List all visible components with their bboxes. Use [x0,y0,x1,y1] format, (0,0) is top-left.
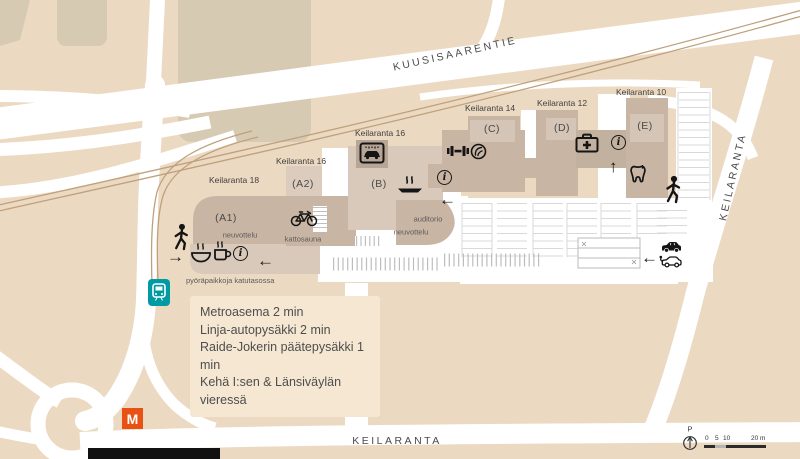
compass-north-label: P [687,424,693,434]
building-label-keilaranta-18: Keilaranta 18 [208,175,260,185]
lunch-icon [396,175,424,199]
info-line-jokeri: Raide-Jokerin päätepysäkki 1 min [200,340,364,372]
info-line-bus: Linja-autopysäkki 2 min [200,322,331,337]
transit-info-box [190,296,380,417]
building-label-keilaranta-16-a2: Keilaranta 16 [275,156,327,166]
info-icon-b: i [437,170,452,185]
info-icon-de: i [611,135,626,150]
metro-tunnel [88,448,220,459]
ev-charging-icon [659,253,685,274]
road-label-keilaranta-side: KEILARANTA [717,132,749,222]
arrow-left-icon-a1: ← [257,251,274,270]
arrow-left-icon-b: ← [439,190,456,209]
scale-tick-5: 5 [715,435,719,442]
label-neuvottelu-b: neuvottelu [393,227,429,237]
parking-ramp [578,238,640,268]
section-label-b: (B) [371,178,387,190]
building-label-keilaranta-14: Keilaranta 14 [464,103,516,113]
arrow-up-icon: ↑ [609,157,618,176]
section-label-a2: (A2) [292,178,314,190]
scale-tick-10: 10 [723,435,731,442]
info-icon-a1: i [233,246,248,261]
info-line-metro: Metroasema 2 min [200,305,304,319]
bicycle-icon [290,209,318,232]
section-label-d: (D) [553,122,571,134]
section-label-e: (E) [637,120,653,132]
compass-icon [682,435,698,456]
metro-station-icon [148,279,170,306]
building-label-keilaranta-16-b: Keilaranta 16 [354,128,406,138]
scale-bar-segments [704,445,766,448]
info-line-keha: Kehä I:sen & Länsiväylän vieressä [200,375,342,407]
scale-tick-20: 20 m [751,435,766,442]
dentist-icon [629,164,647,189]
pedestrian-icon-east [663,175,683,210]
building-label-keilaranta-10: Keilaranta 10 [615,87,667,97]
cafe-icon [212,241,232,267]
label-auditorio: auditorio [413,214,443,224]
first-aid-icon [575,133,599,158]
restaurant-icon [190,243,212,268]
gym-icon [446,144,470,163]
road-label-kuusisaarentie: KUUSISAARENTIE [391,34,519,74]
metro-logo: M [122,408,143,429]
road-label-keilaranta-bottom: KEILARANTA [352,435,442,447]
scale-tick-0: 0 [705,435,709,442]
section-label-a1: (A1) [215,212,237,224]
arrow-right-icon: → [167,247,184,266]
section-label-c: (C) [483,123,501,135]
label-bike-parking: pyöräpaikkoja katutasossa [186,276,275,285]
arrow-left-icon-cars: ← [641,248,658,267]
car-wash-icon [359,142,385,169]
label-neuvottelu-a1: neuvottelu [222,230,258,240]
scale-bar [700,435,770,451]
label-kattosauna: kattosauna [284,234,322,244]
wellness-icon [470,143,487,165]
building-label-keilaranta-12: Keilaranta 12 [536,98,588,108]
